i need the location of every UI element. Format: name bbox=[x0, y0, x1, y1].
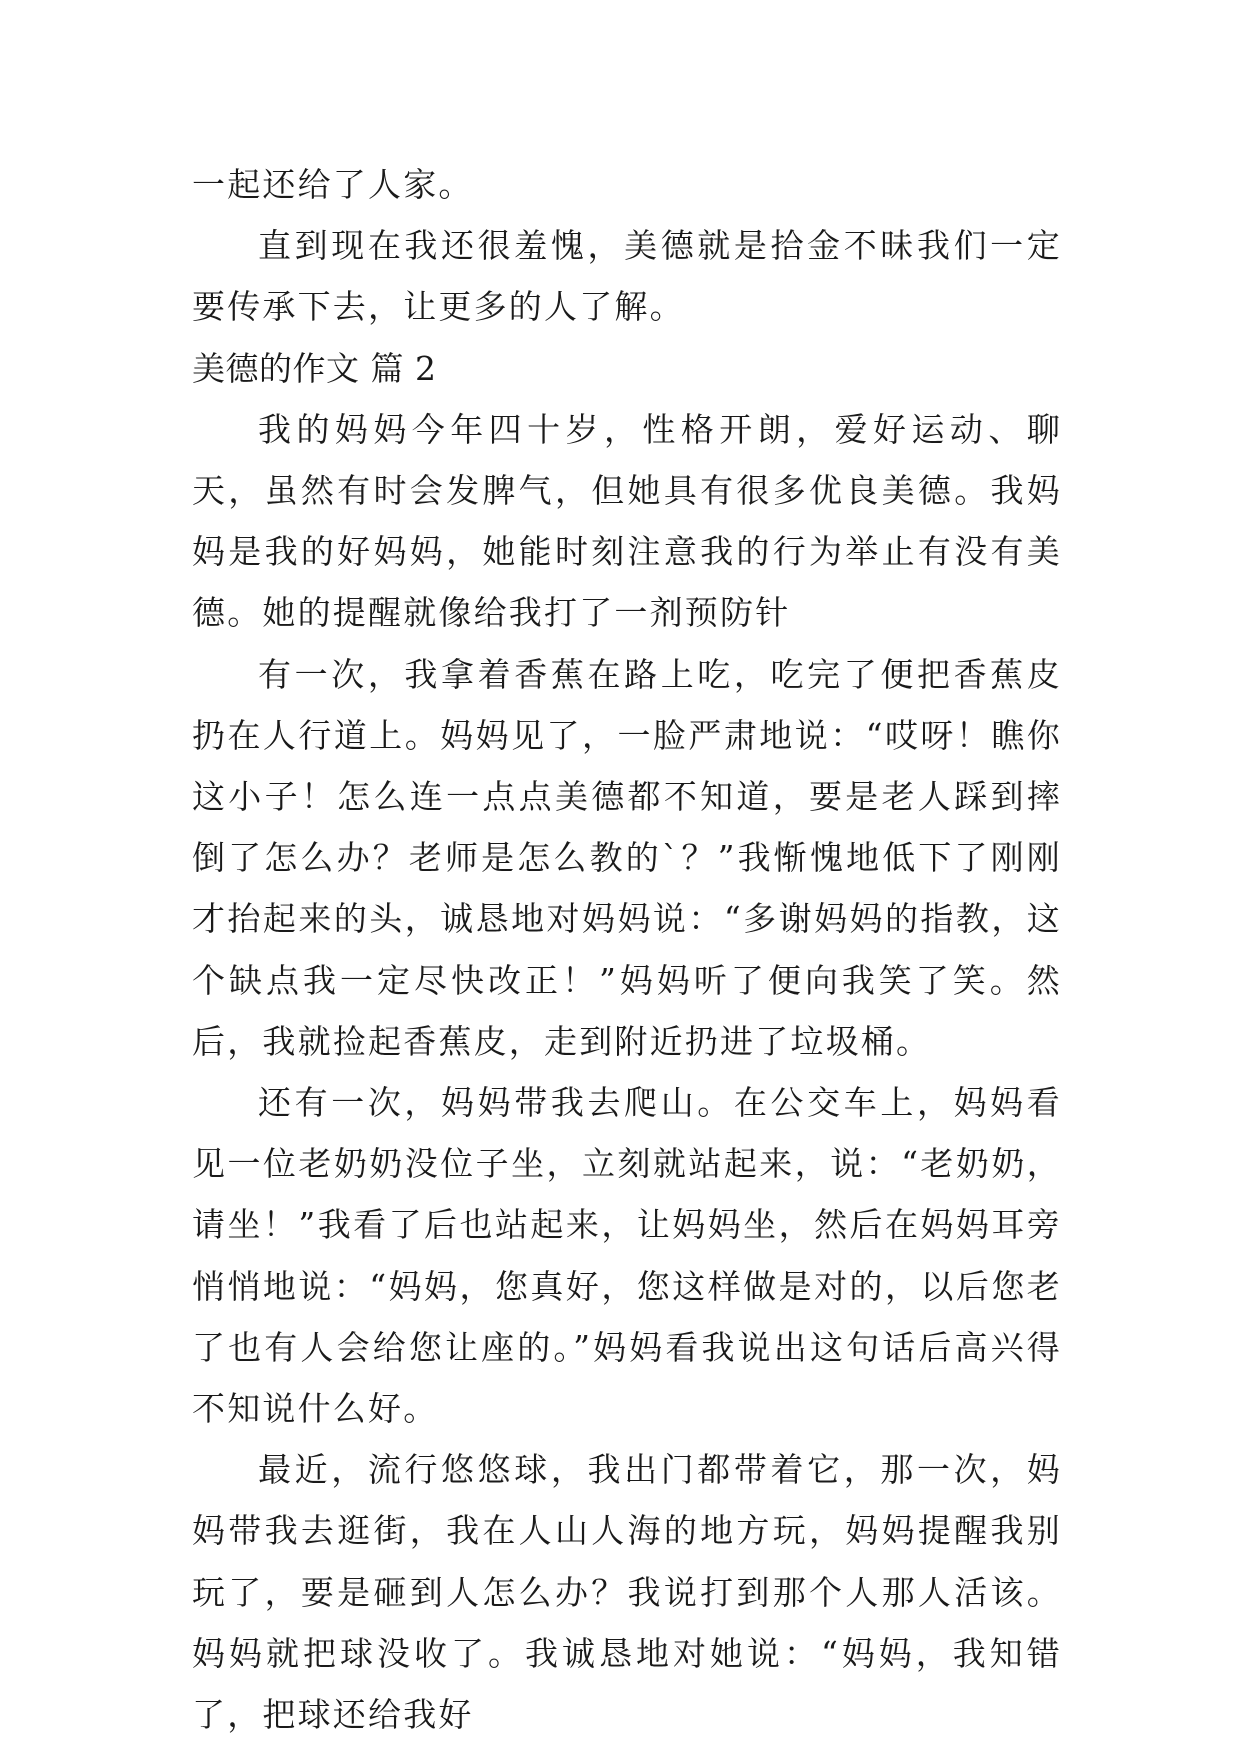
paragraph: 还有一次，妈妈带我去爬山。在公交车上，妈妈看见一位老奶奶没位子坐，立刻就站起来，说：“老奶奶，请坐！”我看了后也站起来，让妈妈坐，然后在妈妈耳旁悄悄地说：“妈妈，您真好，您这样做是对的，以后您老了也有人会给您让座的。”妈妈看我说出这句话后高兴得不知说什么好。 bbox=[192, 1083, 1062, 1429]
document-body bbox=[192, 154, 1062, 1745]
paragraph: 最近，流行悠悠球，我出门都带着它，那一次，妈妈带我去逛街，我在人山人海的地方玩，妈妈提醒我别玩了，要是砸到人怎么办？我说打到那个人那人活该。妈妈就把球没收了。我诚恳地对她说：“妈妈，我知错了，把球还给我好 bbox=[192, 1450, 1062, 1735]
section-heading: 美德的作文 篇 2 bbox=[192, 348, 437, 388]
paragraph: 直到现在我还很羞愧，美德就是拾金不昧我们一定要传承下去，让更多的人了解。 bbox=[192, 226, 1062, 327]
paragraph: 有一次，我拿着香蕉在路上吃，吃完了便把香蕉皮扔在人行道上。妈妈见了，一脸严肃地说：“哎呀！瞧你这小子！怎么连一点点美德都不知道，要是老人踩到摔倒了怎么办？老师是怎么教的`？”我惭愧地低下了刚刚才抬起来的头，诚恳地对妈妈说：“多谢妈妈的指教，这个缺点我一定尽快改正！”妈妈听了便向我笑了笑。然后，我就捡起香蕉皮，走到附近扔进了垃圾桶。 bbox=[192, 654, 1062, 1061]
paragraph-continuation: 一起还给了人家。 bbox=[192, 165, 474, 204]
paragraph: 我的妈妈今年四十岁，性格开朗，爱好运动、聊天，虽然有时会发脾气，但她具有很多优良美德。我妈妈是我的好妈妈，她能时刻注意我的行为举止有没有美德。她的提醒就像给我打了一剂预防针 bbox=[192, 409, 1062, 633]
